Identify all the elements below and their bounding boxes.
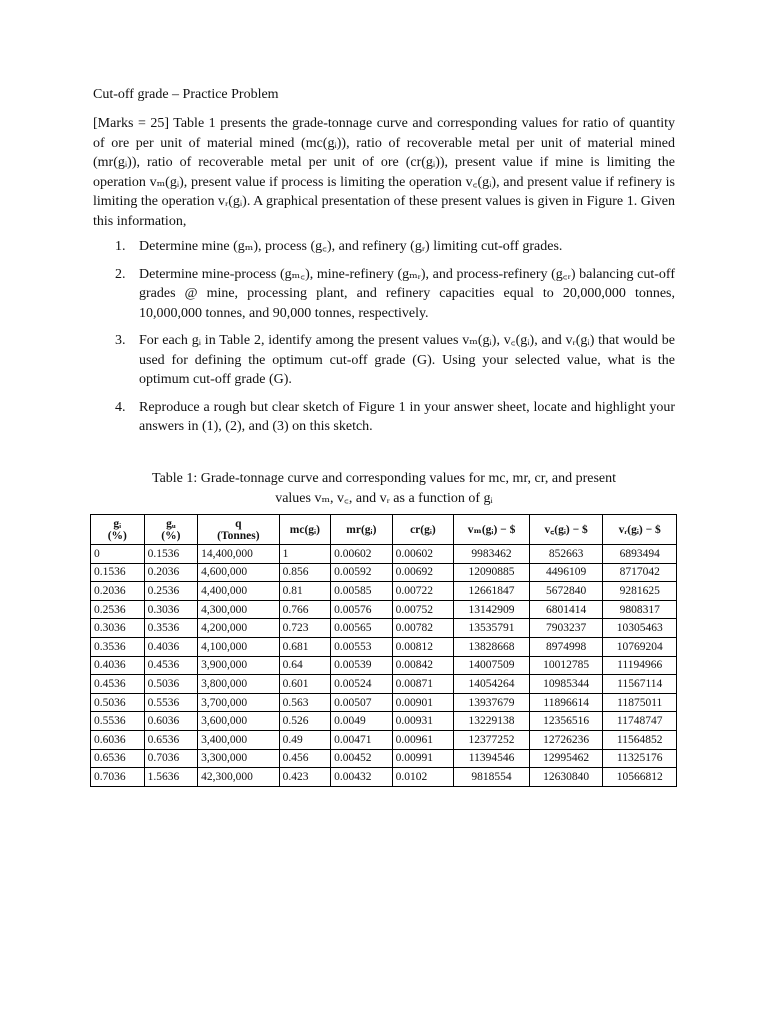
table-cell: 0.5536 bbox=[144, 693, 198, 712]
table-cell: 0.00524 bbox=[331, 675, 393, 694]
table-caption-line: Table 1: Grade-tonnage curve and corresponding values for mc, mr, cr, and present bbox=[152, 471, 616, 486]
table-cell: 14,400,000 bbox=[198, 545, 279, 564]
table-cell: 0.00602 bbox=[331, 545, 393, 564]
question-number: 2. bbox=[115, 266, 126, 282]
table-cell: 0.3536 bbox=[144, 619, 198, 638]
table-cell: 0.3036 bbox=[91, 619, 145, 638]
table-cell: 0.0102 bbox=[392, 768, 454, 787]
table-row bbox=[91, 730, 677, 749]
table-cell: 0.00452 bbox=[331, 749, 393, 768]
table-cell: 3,300,000 bbox=[198, 749, 279, 768]
table-cell: 12090885 bbox=[454, 563, 530, 582]
table-cell: 14007509 bbox=[454, 656, 530, 675]
table-cell: 11567114 bbox=[603, 675, 677, 694]
table-cell: 0.456 bbox=[279, 749, 331, 768]
table-cell: 0.00692 bbox=[392, 563, 454, 582]
question-item bbox=[93, 237, 675, 257]
question-text: Determine mine-process (gₘ꜀), mine-refinery (gₘᵣ), and process-refinery (g꜀ᵣ) balancing cut-off grades @ mine, processing plant, and refinery capacities equal to 20,000,000 tonnes, 10,000,000 tonnes, and 90,000 tonnes, respectively. bbox=[139, 266, 675, 321]
table-cell: 0.64 bbox=[279, 656, 331, 675]
table-cell: 11394546 bbox=[454, 749, 530, 768]
table-cell: 0.00471 bbox=[331, 730, 393, 749]
table-cell: 0.766 bbox=[279, 600, 331, 619]
table-cell: 9818554 bbox=[454, 768, 530, 787]
table-row bbox=[91, 693, 677, 712]
question-text: Reproduce a rough but clear sketch of Figure 1 in your answer sheet, locate and highlight your answers in (1), (2), and (3) on this sketch. bbox=[139, 399, 675, 434]
table-row bbox=[91, 545, 677, 564]
table-cell: 0.6536 bbox=[144, 730, 198, 749]
table-row bbox=[91, 582, 677, 601]
table-header-row bbox=[91, 515, 677, 545]
table-cell: 12356516 bbox=[529, 712, 603, 731]
table-cell: 11325176 bbox=[603, 749, 677, 768]
table-cell: 0.6036 bbox=[144, 712, 198, 731]
table-cell: 0.00871 bbox=[392, 675, 454, 694]
table-cell: 3,400,000 bbox=[198, 730, 279, 749]
table-cell: 14054264 bbox=[454, 675, 530, 694]
table-cell: 9808317 bbox=[603, 600, 677, 619]
column-header bbox=[529, 515, 603, 545]
table-cell: 0.723 bbox=[279, 619, 331, 638]
column-header bbox=[454, 515, 530, 545]
question-item bbox=[93, 265, 675, 324]
table-cell: 11896614 bbox=[529, 693, 603, 712]
table-cell: 11748747 bbox=[603, 712, 677, 731]
table-cell: 0.00432 bbox=[331, 768, 393, 787]
table-cell: 42,300,000 bbox=[198, 768, 279, 787]
table-cell: 0.2536 bbox=[144, 582, 198, 601]
table-row bbox=[91, 749, 677, 768]
column-header-label: mr(gᵢ) bbox=[346, 523, 377, 536]
question-item bbox=[93, 331, 675, 390]
table-cell: 0.00539 bbox=[331, 656, 393, 675]
table-cell: 0.6036 bbox=[91, 730, 145, 749]
table-cell: 0.2536 bbox=[91, 600, 145, 619]
table-cell: 0.00991 bbox=[392, 749, 454, 768]
question-number: 1. bbox=[115, 239, 126, 254]
table-cell: 0.4536 bbox=[91, 675, 145, 694]
table-cell: 0.6536 bbox=[91, 749, 145, 768]
table-cell: 0.4036 bbox=[91, 656, 145, 675]
table-cell: 0.423 bbox=[279, 768, 331, 787]
table-cell: 13828668 bbox=[454, 637, 530, 656]
table-cell: 4,400,000 bbox=[198, 582, 279, 601]
table-cell: 0.7036 bbox=[144, 749, 198, 768]
table-cell: 10305463 bbox=[603, 619, 677, 638]
table-cell: 12995462 bbox=[529, 749, 603, 768]
column-header-label: vᵣ(gᵢ) − $ bbox=[618, 523, 661, 536]
table-cell: 3,600,000 bbox=[198, 712, 279, 731]
table-cell: 0 bbox=[91, 545, 145, 564]
table-cell: 9983462 bbox=[454, 545, 530, 564]
column-header bbox=[198, 515, 279, 545]
table-cell: 12377252 bbox=[454, 730, 530, 749]
table-cell: 0.00752 bbox=[392, 600, 454, 619]
table-cell: 0.5036 bbox=[91, 693, 145, 712]
table-cell: 3,700,000 bbox=[198, 693, 279, 712]
question-item bbox=[93, 398, 675, 437]
table-cell: 0.7036 bbox=[91, 768, 145, 787]
table-cell: 3,900,000 bbox=[198, 656, 279, 675]
table-cell: 9281625 bbox=[603, 582, 677, 601]
table-cell: 10566812 bbox=[603, 768, 677, 787]
table-cell: 0.1536 bbox=[144, 545, 198, 564]
table-cell: 0.3036 bbox=[144, 600, 198, 619]
table-cell: 5672840 bbox=[529, 582, 603, 601]
table-cell: 0.00931 bbox=[392, 712, 454, 731]
table-cell: 12661847 bbox=[454, 582, 530, 601]
column-header-label: gᵤ bbox=[166, 517, 176, 530]
table-row bbox=[91, 675, 677, 694]
question-list bbox=[93, 237, 675, 445]
table-row bbox=[91, 768, 677, 787]
column-header-label: v꜀(gᵢ) − $ bbox=[544, 523, 588, 536]
grade-tonnage-table bbox=[90, 514, 677, 787]
table-cell: 6893494 bbox=[603, 545, 677, 564]
table-cell: 0.00842 bbox=[392, 656, 454, 675]
table-cell: 0.00901 bbox=[392, 693, 454, 712]
table-cell: 0.563 bbox=[279, 693, 331, 712]
table-cell: 852663 bbox=[529, 545, 603, 564]
table-caption-line: values vₘ, v꜀, and vᵣ as a function of gᵢ bbox=[275, 491, 493, 506]
column-header-unit: (%) bbox=[107, 529, 127, 542]
table-cell: 0.2036 bbox=[91, 582, 145, 601]
table-cell: 13535791 bbox=[454, 619, 530, 638]
column-header-label: cr(gᵢ) bbox=[410, 523, 436, 536]
table-cell: 10769204 bbox=[603, 637, 677, 656]
table-cell: 0.5036 bbox=[144, 675, 198, 694]
table-cell: 4,200,000 bbox=[198, 619, 279, 638]
table-cell: 8974998 bbox=[529, 637, 603, 656]
table-cell: 0.00812 bbox=[392, 637, 454, 656]
table-cell: 4,300,000 bbox=[198, 600, 279, 619]
column-header bbox=[144, 515, 198, 545]
table-body bbox=[91, 545, 677, 787]
table-row bbox=[91, 600, 677, 619]
table-cell: 0.0049 bbox=[331, 712, 393, 731]
table-cell: 10012785 bbox=[529, 656, 603, 675]
table-cell: 4496109 bbox=[529, 563, 603, 582]
table-cell: 13142909 bbox=[454, 600, 530, 619]
table-cell: 6801414 bbox=[529, 600, 603, 619]
table-row bbox=[91, 656, 677, 675]
table-cell: 10985344 bbox=[529, 675, 603, 694]
table-cell: 12726236 bbox=[529, 730, 603, 749]
question-number: 3. bbox=[115, 333, 126, 348]
document-title: Cut-off grade – Practice Problem bbox=[93, 87, 279, 102]
table-cell: 0.00722 bbox=[392, 582, 454, 601]
table-cell: 0.00507 bbox=[331, 693, 393, 712]
table-cell: 1.5636 bbox=[144, 768, 198, 787]
table-cell: 0.49 bbox=[279, 730, 331, 749]
intro-paragraph: [Marks = 25] Table 1 presents the grade-tonnage curve and corresponding values for ratio of quantity of ore per unit of material mined (mc(gᵢ)), ratio of recoverable metal per unit of material mined (mr(gᵢ)), ratio of recoverable metal per unit of ore (cr(gᵢ)), present value if mine is limiting the operation vₘ(gᵢ), present value if process is limiting the operation v꜀(gᵢ), and present value if refinery is limiting the operation vᵣ(gᵢ). A graphical presentation of these present values is given in Figure 1. Given this information, bbox=[93, 116, 675, 229]
table-cell: 13229138 bbox=[454, 712, 530, 731]
question-number: 4. bbox=[115, 399, 126, 415]
table-cell: 0.5536 bbox=[91, 712, 145, 731]
table-cell: 0.00585 bbox=[331, 582, 393, 601]
table-cell: 8717042 bbox=[603, 563, 677, 582]
table-cell: 0.4036 bbox=[144, 637, 198, 656]
table-row bbox=[91, 563, 677, 582]
table-cell: 0.856 bbox=[279, 563, 331, 582]
table-row bbox=[91, 619, 677, 638]
question-text: For each gᵢ in Table 2, identify among the present values vₘ(gᵢ), v꜀(gᵢ), and vᵣ(gᵢ) that would be used for defining the optimum cut-off grade (G). Using your selected value, what is the optimum cut-off grade (G). bbox=[139, 333, 675, 387]
table-cell: 0.00602 bbox=[392, 545, 454, 564]
table-cell: 12630840 bbox=[529, 768, 603, 787]
table-cell: 0.681 bbox=[279, 637, 331, 656]
column-header-unit: (Tonnes) bbox=[217, 529, 260, 542]
column-header-label: vₘ(gᵢ) − $ bbox=[467, 523, 516, 536]
table-cell: 4,100,000 bbox=[198, 637, 279, 656]
column-header-label: gᵢ bbox=[113, 517, 122, 530]
table-cell: 3,800,000 bbox=[198, 675, 279, 694]
table-cell: 0.1536 bbox=[91, 563, 145, 582]
column-header bbox=[91, 515, 145, 545]
column-header bbox=[331, 515, 393, 545]
column-header bbox=[279, 515, 331, 545]
table-row bbox=[91, 712, 677, 731]
table-cell: 0.81 bbox=[279, 582, 331, 601]
table-cell: 0.4536 bbox=[144, 656, 198, 675]
table-cell: 0.2036 bbox=[144, 563, 198, 582]
table-cell: 1 bbox=[279, 545, 331, 564]
table-cell: 11564852 bbox=[603, 730, 677, 749]
table-cell: 0.00961 bbox=[392, 730, 454, 749]
table-cell: 0.00782 bbox=[392, 619, 454, 638]
column-header-label: mc(gᵢ) bbox=[289, 523, 320, 536]
table-cell: 11875011 bbox=[603, 693, 677, 712]
column-header bbox=[392, 515, 454, 545]
question-text: Determine mine (gₘ), process (g꜀), and refinery (gᵣ) limiting cut-off grades. bbox=[139, 239, 563, 254]
table-cell: 7903237 bbox=[529, 619, 603, 638]
column-header-label: q bbox=[235, 517, 242, 530]
table-cell: 0.00592 bbox=[331, 563, 393, 582]
table-cell: 13937679 bbox=[454, 693, 530, 712]
column-header-unit: (%) bbox=[161, 529, 181, 542]
column-header bbox=[603, 515, 677, 545]
table-cell: 0.00553 bbox=[331, 637, 393, 656]
table-cell: 0.526 bbox=[279, 712, 331, 731]
table-row bbox=[91, 637, 677, 656]
table-caption bbox=[93, 469, 675, 509]
table-cell: 0.601 bbox=[279, 675, 331, 694]
table-cell: 0.00565 bbox=[331, 619, 393, 638]
table-cell: 0.3536 bbox=[91, 637, 145, 656]
table-cell: 11194966 bbox=[603, 656, 677, 675]
table-cell: 0.00576 bbox=[331, 600, 393, 619]
table-cell: 4,600,000 bbox=[198, 563, 279, 582]
